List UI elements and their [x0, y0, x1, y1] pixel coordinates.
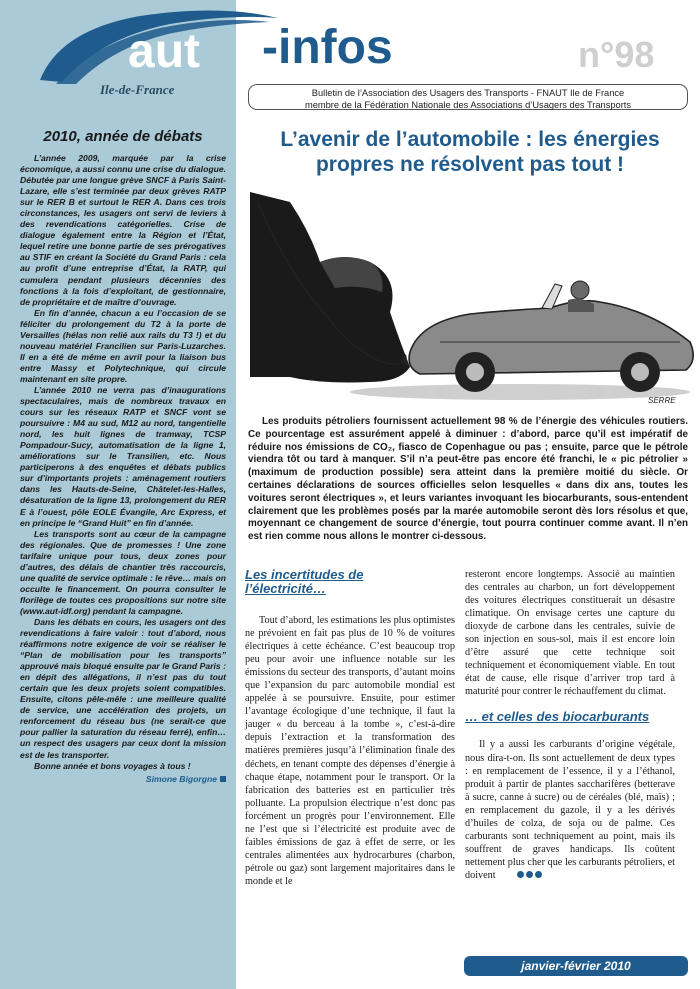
article-intro: Les produits pétroliers fournissent actuellement 98 % de l’énergie des véhicules routiers. Ce pourcentage est assurément appelé à diminuer : d’abord, parce qu’il est impératif de réduire nos émissions de CO₂, fiasco de Copenhague ou pas ; ensuite, parce que le pétrole viendra tôt ou tard à manquer. S’il n’a peut-être pas encore été franchi, le « pic pétrolier » (maximum de production possible) sera atteint dans la première moitié du siècle. Or certaines déclarations de sources officielles selon lesquelles « dans dix ans, toutes les voitures seront électriques », et leurs variantes invoquant les biocarburants, sous-entendent clairement que les problèmes posés par la marée automobile seront dès lors résolus et que, moyennant ce changement de source d’énergie, tout pourra continuer comme avant. Il n’en est rien comme nous allons le montrer ci-dessous. — [248, 416, 688, 543]
section-title-electricity — [245, 568, 455, 596]
body-paragraph: Tout d’abord, les estimations les plus optimistes ne prévoient en fait pas plus de 10 % de voitures électriques à cette échéance. C’est beaucoup trop peu pour avoir une influence notable sur les émissions du secteur des transports, d’autant moins que l’expansion du parc automobile mondial est appelée à se poursuivre. Ensuite, pour estimer l’avantage écologique d’une technique, il faut la jauger « du berceau à la tombe », c’est-à-dire depuis l’extraction et la transformation des matières premières jusqu’à l’élimination finale des déchets, en tenant compte des dépenses d’énergie à chaque étape, notamment pour le transport. Or la fabrication des batteries est en particulier très polluante. La propulsion électrique n’est donc pas forcément un progrès pour l’environnement. Elle ne l’est que si l’électricité est produite avec de faibles émissions de gaz à effet de serre, or les centrales alimentées aux hydrocarbures (charbon, pétrole ou gaz) sont largement majoritaires dans le monde et le — [245, 615, 455, 887]
logo-aut: aut — [128, 25, 200, 78]
editorial-signature-line — [20, 774, 226, 784]
article-column-left — [245, 568, 455, 888]
continued-dots-icon — [501, 869, 542, 882]
article-column-right — [465, 568, 675, 882]
headline-line: L’avenir de l’automobile : les énergies — [280, 128, 660, 151]
editorial-paragraph: Dans les débats en cours, les usagers ont des revendications à faire valoir : tout d’abord, nous réaffirmons notre exigence de voir se réaliser le “Plan de mobilisation pour les transports” approuvé mais bloqué ensuite par le Grand Paris : en dépit des allégations, il n’est pas du tout certain que les deux projets soient compatibles. Ensuite, citons pêle-mêle : une meilleure qualité de service, une accélération des projets, un renforcement du réseau bus (ne serait-ce que pour pallier la saturation du réseau ferré), enfin… un respect des usagers par ceux dont la mission est de les transporter. — [20, 616, 226, 760]
editorial-paragraph: L’année 2010 ne verra pas d’inaugurations spectaculaires, mais de nombreux travaux en cours sur les réseaux RATP et SNCF vont se poursuivre : M4 au sud, M12 au nord, tangentielle nord, les huit lignes de tramway, TCSP Pompadour-Sucy, automatisation de la ligne 1, améliorations sur le Transilien, etc. Nous participerons à des enquêtes et débats publics sur d’importants projets : aménagement routiers dans les Hauts-de-Seine, Châtelet-les-Halles, désaturation de la ligne 13, prolongement du RER E à l’ouest, pôle EOLE Évangile, Arc Express, et en principe le “Grand Huit” en fin d’année. — [20, 384, 226, 528]
article-headline — [240, 127, 700, 177]
body-paragraph: resteront encore longtemps. Associé au maintien des centrales au charbon, un fort développement des voitures électriques constituerait un désastre climatique. On envisage certes une capture du dioxyde de carbone dans les centrales, suivie de son injection en sous-sol, mais il est encore loin d’être assuré que cette technique soit techniquement et économiquement viable. En tout état de cause, elle risque d’arriver trop tard à maturité pour contrer le réchauffement du climat. — [465, 569, 675, 698]
editorial-paragraph: En fin d’année, chacun a eu l’occasion de se féliciter du prolongement du T2 à la porte de Versailles (hélas non relié aux rails du T3 !) et du nouveau matériel Francilien sur Paris-Luzarches. Il en a été de même en avril pour la liaison bus entre Massy et Polytechnique, qui circule maintenant en site propre. — [20, 307, 226, 384]
end-square-icon — [220, 776, 226, 782]
logo-infos: -infos — [262, 21, 393, 74]
editorial-content — [20, 128, 226, 784]
section-title-line: l’électricité… — [245, 581, 326, 596]
editorial-paragraph: Bonne année et bons voyages à tous ! — [34, 760, 191, 771]
issue-number: n°98 — [578, 34, 655, 75]
section-title-line: Les incertitudes de — [245, 567, 364, 582]
editorial-paragraph: L’année 2009, marquée par la crise économique, a aussi connu une crise du dialogue. Débutée par une longue grève SNCF à Paris Saint-Lazare, elle s’est terminée par deux grèves RATP sur le RER B et surtout le RER A. Dans ces trois circonstances, les usagers ont servi de leviers à des revendications catégorielles. Crise de dialogue également entre la Région et l’État, lequel retire une bonne partie de ses prérogatives au STIF en créant la Société du Grand Paris : cela au profit d’une entreprise d’État, la RATP, qui cumulera pendant plusieurs décennies des fonctions à la fois d’exploitant, de gestionnaire, de propriétaire et de maître d’ouvrage. — [20, 153, 226, 307]
body-text: Il y a aussi les carburants d’origine végétale, nous dira-t-on. Ils sont actuellement de deux types : en remplacement de l’essence, il y a l’éthanol, produit à partir de plantes saccharifères (betterave à sucre, canne à sucre) ou de céréales (blé, maïs) ; en remplacement du gazole, il y a les dérivés d’huiles de colza, de soja ou de palme. Ces carburants sont techniquement au point, mais ils souffrent de graves handicaps. Ils coûtent nettement plus cher que les carburants pétroliers, et doivent — [465, 739, 675, 881]
masthead — [0, 0, 700, 120]
headline-line: propres ne résolvent pas tout ! — [315, 153, 625, 176]
logo-region: Ile-de-France — [100, 82, 175, 97]
cartoon-signature: SERRE — [648, 396, 676, 405]
bulletin-line: Bulletin de l’Association des Usagers des Transports - FNAUT Ile de France — [311, 88, 625, 98]
bulletin-subtitle — [248, 84, 688, 110]
editorial-signature: Simone Bigorgne — [145, 773, 217, 784]
issue-date-badge: janvier-février 2010 — [464, 956, 688, 976]
editorial-title: 2010, année de débats — [43, 128, 203, 145]
bulletin-line: membre de la Fédération Nationale des Associations d’Usagers des Transports — [304, 100, 632, 110]
editorial-paragraph: Les transports sont au cœur de la campagne des régionales. Que de promesses ! Une zone tarifaire unique pour tous, deux zones pour d’autres, des délais de chantier très raccourcis, une qualité de service optimale : le rêve… mais on occulte le financement. On pourra consulter le florilège de toutes ces propositions sur notre site (www.aut-idf.org) pendant la campagne. — [20, 528, 226, 616]
body-paragraph — [465, 738, 675, 882]
editorial-sidebar — [0, 0, 236, 989]
cartoon-illustration — [250, 192, 700, 408]
section-title-biofuels: … et celles des biocarburants — [465, 709, 650, 725]
